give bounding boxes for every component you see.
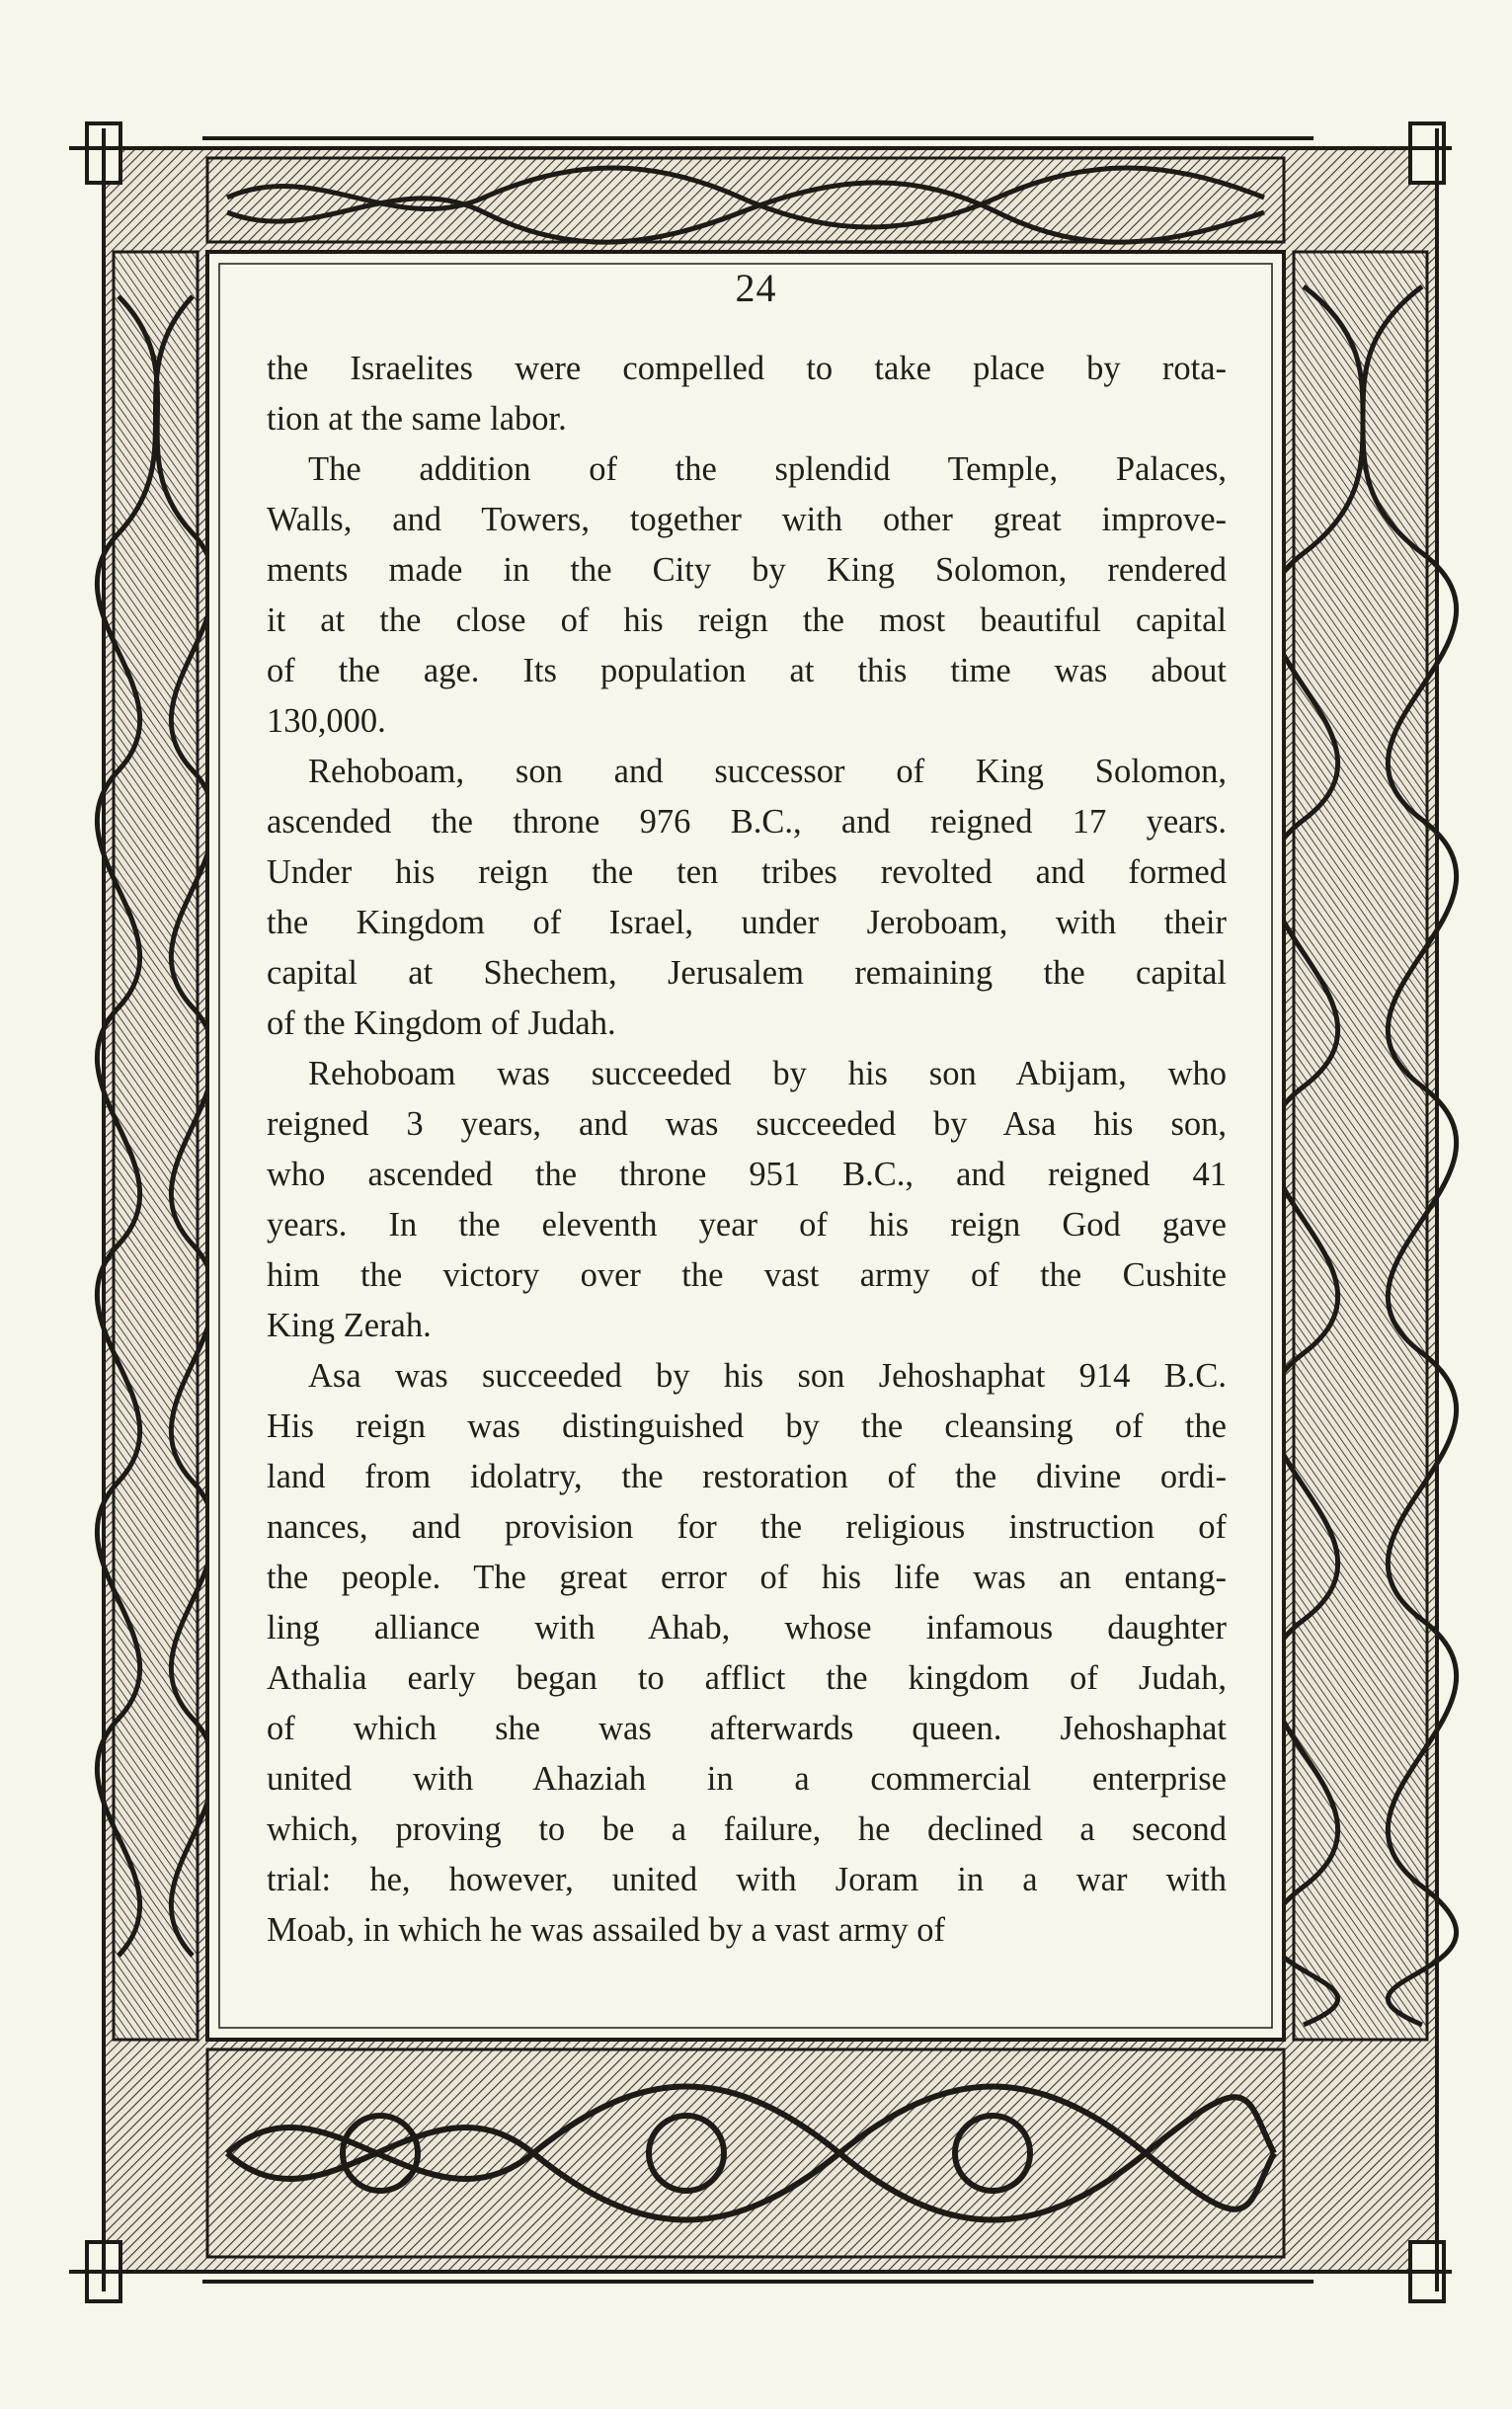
text-line: him the victory over the vast army of the Cushite — [267, 1256, 1227, 1294]
text-line: ascended the throne 976 B.C., and reigned 17 years. — [267, 803, 1227, 841]
paragraph — [267, 1049, 1227, 1351]
text-line: Under his reign the ten tribes revolted and formed — [267, 853, 1227, 891]
text-line: trial: he, however, united with Joram in a war with — [267, 1861, 1227, 1898]
text-line: Walls, and Towers, together with other great improve- — [267, 501, 1227, 538]
text-line: the people. The great error of his life was an entang- — [267, 1559, 1227, 1596]
text-line: of the age. Its population at this time was about — [267, 652, 1227, 689]
text-line: His reign was distinguished by the cleansing of the — [267, 1407, 1227, 1445]
text-line: nances, and provision for the religious instruction of — [267, 1508, 1227, 1546]
text-line: Rehoboam, son and successor of King Solomon, — [308, 753, 1227, 790]
body-text — [267, 344, 1227, 1956]
paragraph — [267, 1351, 1227, 1956]
text-line: ments made in the City by King Solomon, rendered — [267, 551, 1227, 589]
text-line: Athalia early began to afflict the kingdom of Judah, — [267, 1659, 1227, 1697]
text-line: The addition of the splendid Temple, Palaces, — [308, 450, 1227, 488]
text-line: Asa was succeeded by his son Jehoshaphat 914 B.C. — [308, 1357, 1227, 1395]
text-line: Moab, in which he was assailed by a vast army of — [267, 1911, 945, 1949]
text-line: years. In the eleventh year of his reign God gave — [267, 1206, 1227, 1244]
text-line: Rehoboam was succeeded by his son Abijam, who — [308, 1055, 1227, 1092]
text-line: who ascended the throne 951 B.C., and reigned 41 — [267, 1156, 1227, 1193]
text-line: land from idolatry, the restoration of the divine ordi- — [267, 1458, 1227, 1495]
paragraph — [267, 444, 1227, 747]
text-line: of the Kingdom of Judah. — [267, 1004, 616, 1042]
text-line: the Kingdom of Israel, under Jeroboam, with their — [267, 904, 1227, 941]
text-line: it at the close of his reign the most beautiful capital — [267, 602, 1227, 639]
text-line: capital at Shechem, Jerusalem remaining the capital — [267, 954, 1227, 992]
text-line: 130,000. — [267, 702, 386, 740]
text-line: the Israelites were compelled to take place by rota- — [267, 350, 1227, 387]
text-line: tion at the same labor. — [267, 400, 567, 438]
text-line: King Zerah. — [267, 1307, 432, 1344]
paragraph — [267, 344, 1227, 444]
text-line: united with Ahaziah in a commercial enterprise — [267, 1760, 1227, 1798]
text-line: of which she was afterwards queen. Jehoshaphat — [267, 1710, 1227, 1747]
text-line: which, proving to be a failure, he declined a second — [267, 1810, 1227, 1848]
text-line: reigned 3 years, and was succeeded by Asa his son, — [267, 1105, 1227, 1143]
page-number: 24 — [735, 266, 777, 310]
paragraph — [267, 747, 1227, 1049]
text-line: ling alliance with Ahab, whose infamous daughter — [267, 1609, 1227, 1646]
